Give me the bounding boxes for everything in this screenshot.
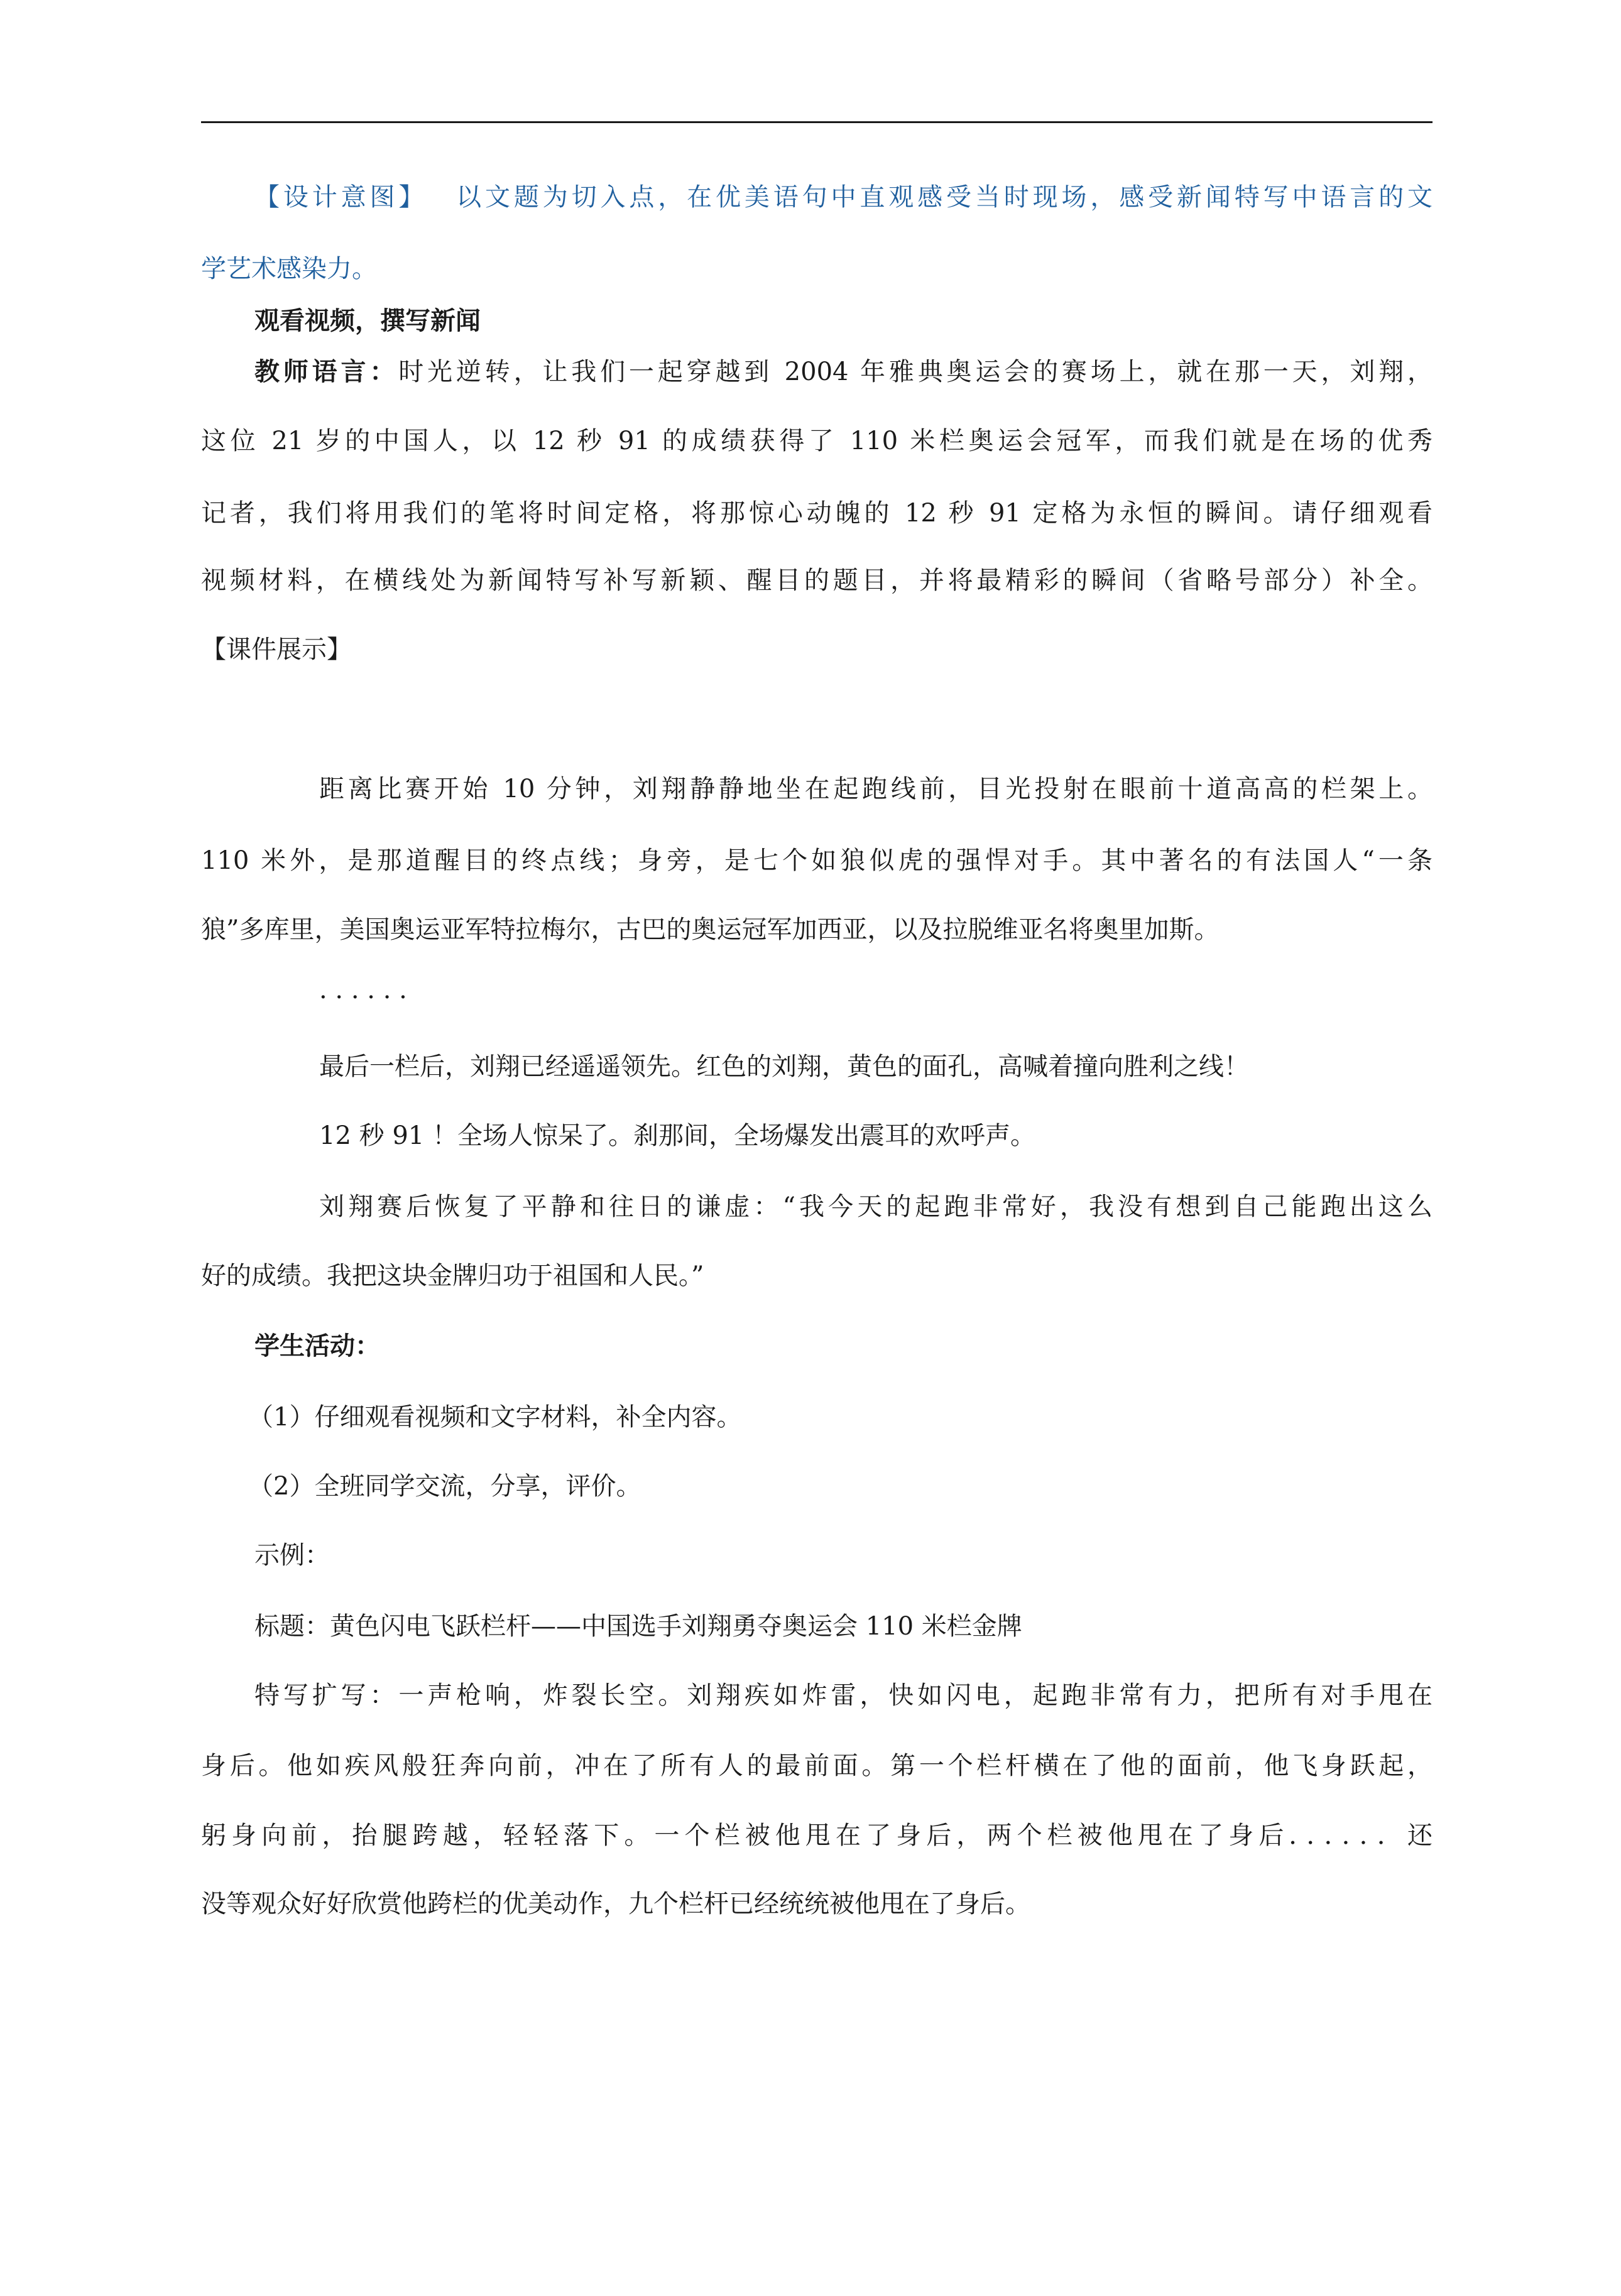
design-intent-line-1	[254, 180, 1433, 215]
section-heading: 观看视频，撰写新闻	[254, 306, 481, 335]
example-title-line: 标题：黄色闪电飞跃栏杆——中国选手刘翔勇夺奥运会 110 米栏金牌	[254, 1612, 1022, 1641]
teacher-label: 教师语言：	[254, 357, 399, 386]
teacher-line-3: 记者，我们将用我们的笔将时间定格，将那惊心动魄的 12 秒 91 定格为永恒的瞬间。请仔细观看	[201, 499, 1433, 528]
example-feature-line-2: 身后。他如疾风般狂奔向前，冲在了所有人的最前面。第一个栏杆横在了他的面前，他飞身跃起，	[201, 1751, 1433, 1780]
article-p1-line-3: 狼”多库里，美国奥运亚军特拉梅尔，古巴的奥运冠军加西亚，以及拉脱维亚名将奥里加斯。	[201, 915, 1220, 944]
design-intent-line-2: 学艺术感染力。	[201, 254, 377, 283]
student-activity-item-2: （2）全班同学交流，分享，评价。	[248, 1472, 641, 1501]
article-p1-line-2: 110 米外，是那道醒目的终点线；身旁，是七个如狼似虎的强悍对手。其中著名的有法国人“一条	[201, 846, 1433, 875]
article-p4-line-2: 好的成绩。我把这块金牌归功于祖国和人民。”	[201, 1261, 704, 1290]
example-feature-line-1: 特写扩写：一声枪响，炸裂长空。刘翔疾如炸雷，快如闪电，起跑非常有力，把所有对手甩在	[254, 1681, 1433, 1710]
example-feature-line-4: 没等观众好好欣赏他跨栏的优美动作，九个栏杆已经统统被他甩在了身后。	[201, 1890, 1030, 1918]
student-activity-item-1: （1）仔细观看视频和文字材料，补全内容。	[248, 1403, 742, 1432]
teacher-text-1: 时光逆转，让我们一起穿越到 2004 年雅典奥运会的赛场上，就在那一天，刘翔，	[398, 357, 1433, 386]
article-p1-line-1: 距离比赛开始 10 分钟，刘翔静静地坐在起跑线前，目光投射在眼前十道高高的栏架上。	[319, 775, 1433, 803]
teacher-line-4: 视频材料，在横线处为新闻特写补写新颖、醒目的题目，并将最精彩的瞬间（省略号部分）补全。	[201, 566, 1433, 595]
article-p4-line-1: 刘翔赛后恢复了平静和往日的谦虚：“我今天的起跑非常好，我没有想到自己能跑出这么	[319, 1192, 1433, 1221]
teacher-line-1	[254, 354, 1433, 389]
example-label: 示例：	[254, 1541, 330, 1570]
design-intent-label: 【设计意图】	[254, 183, 428, 212]
article-ellipsis: · · · · · ·	[319, 983, 407, 1012]
article-p3: 12 秒 91 ！全场人惊呆了。刹那间，全场爆发出震耳的欢呼声。	[319, 1121, 1035, 1150]
article-p2: 最后一栏后，刘翔已经遥遥领先。红色的刘翔，黄色的面孔，高喊着撞向胜利之线！	[319, 1052, 1249, 1081]
header-rule	[201, 121, 1433, 123]
student-activity-heading: 学生活动：	[254, 1331, 380, 1361]
example-feature-line-3: 躬身向前，抬腿跨越，轻轻落下。一个栏被他甩在了身后，两个栏被他甩在了身后．．．．．．还	[201, 1821, 1433, 1850]
courseware-label: 【课件展示】	[201, 635, 352, 664]
design-intent-text: 以文题为切入点，在优美语句中直观感受当时现场，感受新闻特写中语言的文	[452, 183, 1433, 212]
teacher-line-2: 这位 21 岁的中国人，以 12 秒 91 的成绩获得了 110 米栏奥运会冠军，而我们就是在场的优秀	[201, 427, 1433, 455]
